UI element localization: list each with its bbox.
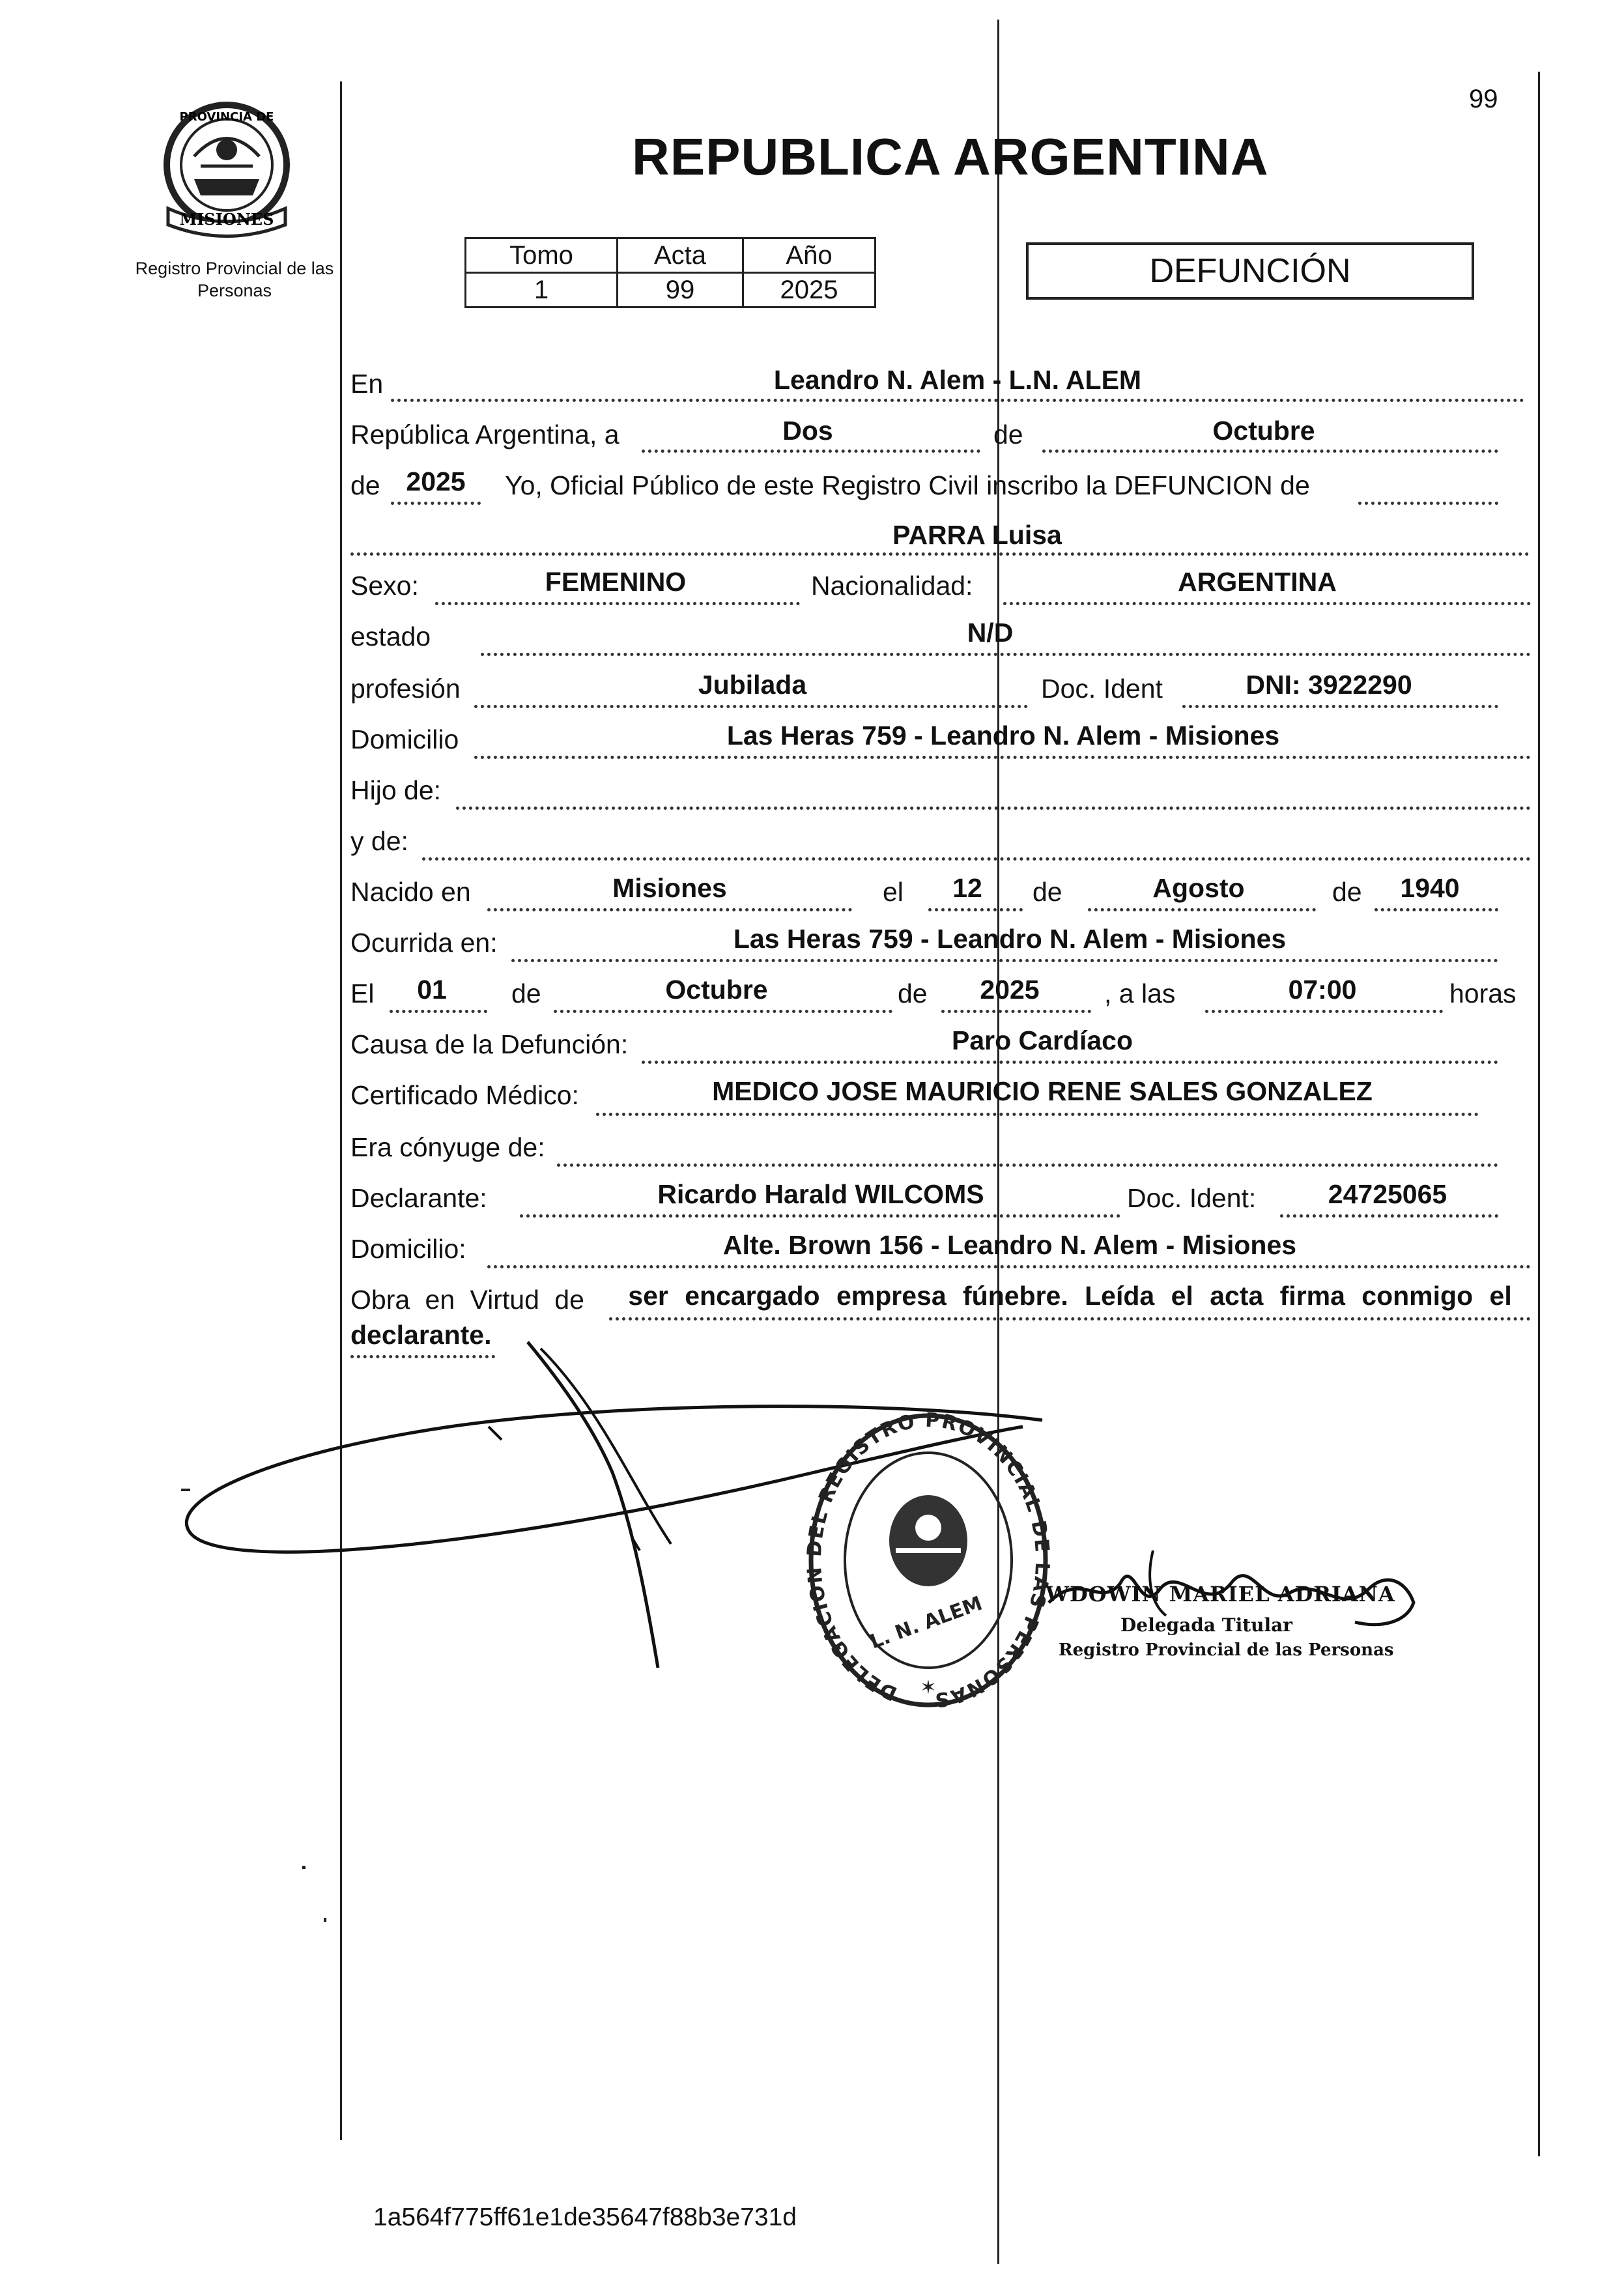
mark-dot: [302, 1866, 306, 1869]
mark-dot: [181, 1489, 190, 1491]
official-name: WDOWIN MARIEL ADRIANA: [1046, 1582, 1395, 1607]
value-hora: 07:00: [1288, 975, 1357, 1005]
label-de: de: [1033, 877, 1062, 907]
table-header: Tomo: [466, 238, 618, 273]
page-title: REPUBLICA ARGENTINA: [632, 128, 1269, 186]
label-el: El: [350, 978, 375, 1008]
official-stamp: [805, 1410, 1052, 1717]
dotted-line: [642, 450, 980, 453]
label-declarante: Declarante:: [350, 1183, 487, 1213]
registry-table: [464, 237, 876, 308]
label-certificado: Certificado Médico:: [350, 1080, 579, 1110]
dotted-line: [1042, 450, 1498, 453]
dotted-line: [350, 552, 1530, 556]
label-de: de: [350, 470, 380, 500]
value-certificado: MEDICO JOSE MAURICIO RENE SALES GONZALEZ: [712, 1076, 1373, 1106]
value-doc-declarante: 24725065: [1328, 1179, 1447, 1209]
value-domicilio-declarante: Alte. Brown 156 - Leandro N. Alem - Misiones: [722, 1230, 1297, 1260]
label-el: el: [883, 877, 904, 907]
dotted-line: [1358, 502, 1498, 505]
value-fall-dia: 01: [417, 975, 447, 1005]
dotted-line: [1280, 1214, 1498, 1218]
label-doc-ident: Doc. Ident:: [1127, 1183, 1257, 1213]
dotted-line: [520, 1214, 1120, 1218]
value-causa: Paro Cardíaco: [952, 1025, 1133, 1055]
value-fall-anio: 2025: [980, 975, 1040, 1005]
dotted-line: [390, 1010, 487, 1013]
dotted-line: [609, 1317, 1531, 1321]
value-nac-mes: Agosto: [1152, 873, 1245, 903]
registry-caption: Registro Provincial de las Personas: [135, 259, 334, 300]
value-domicilio: Las Heras 759 - Leandro N. Alem - Misiones: [726, 721, 1280, 750]
label-de: de: [898, 978, 928, 1008]
dotted-line: [928, 908, 1023, 911]
dotted-line: [456, 807, 1531, 810]
dotted-line: [481, 653, 1531, 656]
value-dia: Dos: [782, 416, 833, 446]
dotted-line: [391, 399, 1524, 402]
label-ocurrida-en: Ocurrida en:: [350, 928, 498, 958]
label-nacido-en: Nacido en: [350, 877, 471, 907]
label-y-de: y de:: [350, 826, 408, 856]
table-cell: 1: [466, 273, 618, 307]
label-yo-oficial: Yo, Oficial Público de este Registro Civil inscribo la DEFUNCION de: [505, 470, 1310, 500]
label-profesion: profesión: [350, 674, 461, 704]
value-ocurrida-en: Las Heras 759 - Leandro N. Alem - Misiones: [733, 924, 1287, 954]
center-fold-line: [997, 20, 999, 2264]
value-mes: Octubre: [1212, 416, 1315, 446]
label-en: En: [350, 369, 384, 399]
value-nac-dia: 12: [952, 873, 982, 903]
label-causa: Causa de la Defunción:: [350, 1029, 629, 1059]
table-cell: 99: [618, 273, 743, 307]
official-role: Delegada Titular: [1120, 1614, 1293, 1636]
value-nombre: PARRA Luisa: [892, 520, 1062, 550]
page-number: 99: [1469, 85, 1498, 113]
label-obra: Obra en Virtud de: [350, 1285, 584, 1315]
label-de: de: [993, 420, 1023, 450]
value-nacido-en: Misiones: [612, 873, 727, 903]
official-office: Registro Provincial de las Personas: [1059, 1640, 1394, 1660]
svg-text:✶: ✶: [920, 1677, 937, 1698]
table-header: Año: [743, 238, 876, 273]
table-cell: 2025: [743, 273, 876, 307]
value-profesion: Jubilada: [698, 670, 807, 700]
label-estado: estado: [350, 621, 431, 651]
label-a-las: , a las: [1104, 978, 1176, 1008]
label-conyuge: Era cónyuge de:: [350, 1132, 545, 1162]
label-republica: República Argentina, a: [350, 420, 620, 450]
dotted-line: [435, 602, 800, 605]
value-declarante: Ricardo Harald WILCOMS: [657, 1179, 984, 1209]
value-anio: 2025: [406, 466, 466, 496]
value-nac-anio: 1940: [1400, 873, 1460, 903]
label-hijo-de: Hijo de:: [350, 775, 442, 805]
dotted-line: [1375, 908, 1498, 911]
svg-text:L. N. ALEM: L. N. ALEM: [866, 1592, 986, 1654]
label-sexo: Sexo:: [350, 571, 419, 601]
dotted-line: [474, 756, 1531, 759]
value-obra-line2: declarante.: [350, 1320, 492, 1350]
dotted-line: [557, 1164, 1498, 1167]
dotted-line: [642, 1061, 1498, 1064]
value-estado: N/D: [967, 618, 1014, 648]
dotted-line: [487, 908, 852, 911]
dotted-line: [487, 1265, 1531, 1268]
value-fall-mes: Octubre: [665, 975, 768, 1005]
mark-dot: [324, 1918, 326, 1922]
dotted-line: [422, 857, 1531, 861]
value-nacionalidad: ARGENTINA: [1178, 567, 1337, 597]
label-horas: horas: [1449, 978, 1517, 1008]
svg-text:MISIONES: MISIONES: [179, 210, 274, 229]
dotted-line: [391, 502, 481, 505]
label-nacionalidad: Nacionalidad:: [811, 571, 973, 601]
value-dni: DNI: 3922290: [1246, 670, 1412, 700]
dotted-line: [1182, 705, 1498, 708]
value-sexo: FEMENINO: [545, 567, 687, 597]
svg-text:DELEGACION DEL REGISTRO PROVIN: DELEGACION DEL REGISTRO PROVINCIAL DE LAS PERSONAS: [805, 1410, 1052, 1712]
dotted-line: [1205, 1010, 1443, 1013]
dotted-line: [474, 705, 1028, 708]
document-type-box: DEFUNCIÓN: [1026, 242, 1474, 300]
label-de: de: [1332, 877, 1362, 907]
value-obra-line1: ser encargado empresa fúnebre. Leída el acta firma conmigo el: [628, 1281, 1512, 1311]
dotted-line: [941, 1010, 1091, 1013]
label-de: de: [511, 978, 541, 1008]
dotted-line: [511, 959, 1498, 962]
svg-text:PROVINCIA DE: PROVINCIA DE: [179, 110, 274, 124]
province-emblem: [155, 94, 298, 244]
dotted-line: [554, 1010, 892, 1013]
right-margin-line: [1538, 72, 1540, 2156]
dotted-line: [1088, 908, 1316, 911]
dotted-line: [596, 1113, 1479, 1116]
left-margin-line: [340, 81, 342, 2140]
dotted-line: [1003, 602, 1531, 605]
label-doc-ident: Doc. Ident: [1041, 674, 1163, 704]
document-hash: 1a564f775ff61e1de35647f88b3e731d: [373, 2203, 797, 2231]
label-domicilio: Domicilio: [350, 724, 459, 754]
table-header: Acta: [618, 238, 743, 273]
value-lugar: Leandro N. Alem - L.N. ALEM: [773, 365, 1142, 395]
label-domicilio: Domicilio:: [350, 1234, 466, 1264]
